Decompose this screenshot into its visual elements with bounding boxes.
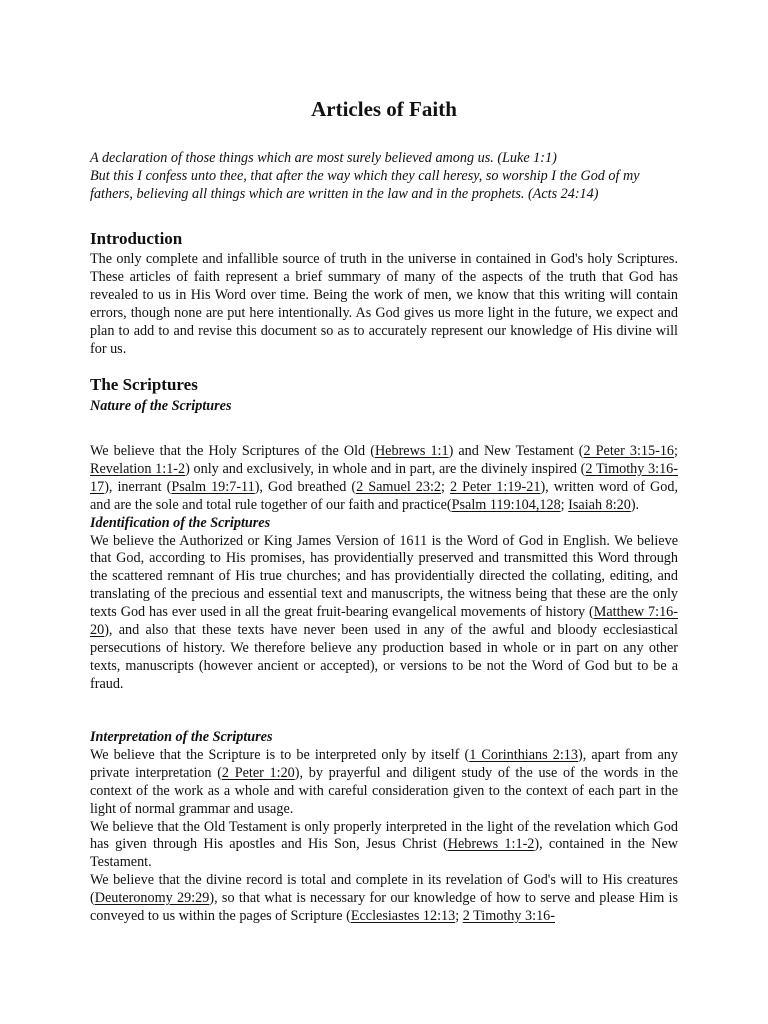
nature-text: ), written word of God, and are the sole and total rule together of our faith and practice( [90, 478, 678, 513]
reference-link[interactable]: Psalm 119:104,128 [451, 496, 561, 513]
nature-text: ) only and exclusively, in whole and in part, are the divinely inspired ( [185, 460, 586, 477]
nature-text: ), inerrant ( [104, 478, 172, 495]
interpretation-section [90, 729, 678, 926]
reference-link[interactable]: 2 Timothy 3:16- [462, 908, 555, 925]
interpretation-text: ), apart from any private interpretation ( [90, 746, 678, 781]
interpretation-text: We believe that the Scripture is to be interpreted only by itself ( [90, 746, 470, 763]
identification-text: We believe the Authorized or King James Version of 1611 is the Word of God in English. We believe that God, according to His promises, has providentially preserved and transmitted this Word through the scattered remnant of His true churches; and has providentially directed the collating, editing, and translating of the precious and essential text and manuscripts, the witness being that these are the only texts God has ever used in all the great fruit-bearing evangelical movements of history ( [90, 532, 678, 621]
reference-link[interactable]: Ecclesiastes 12:13 [350, 908, 456, 925]
reference-link[interactable]: Hebrews 1:1 [374, 443, 449, 459]
reference-link[interactable]: Isaiah 8:20 [568, 496, 631, 513]
nature-text: ), God breathed ( [254, 478, 357, 495]
reference-link[interactable]: Matthew 7:16-20 [90, 604, 678, 639]
identification-subheading: Identification of the Scriptures [90, 514, 271, 531]
introduction-paragraph: The only complete and infallible source of truth in the universe in contained in God's holy Scriptures. These articles of faith represent a brief summary of many of the aspects of the truth that God has revealed to us in His Word over time. Being the work of men, we know that this writing will contain errors, though none are put here intentionally. As God gives us more light in the future, we expect and plan to add to and revise this document so as to accurately represent our knowledge of His divine will for us. [90, 251, 678, 357]
epigraph [90, 150, 678, 204]
identification-paragraph [90, 533, 678, 694]
identification-text: ), and also that these texts have never been used in any of the awful and bloody ecclesiastical persecutions of history. We therefore believe any production based in whole or in part on any other texts, manuscripts (however ancient or accepted), or versions to be not the Word of God but to be a fraud. [90, 622, 678, 692]
reference-link[interactable]: Psalm 19:7-11 [171, 478, 255, 495]
interpretation-text: We believe that the divine record is total and complete in its revelation of God's will to His creatures ( [90, 872, 678, 907]
interpretation-paragraph-3 [90, 872, 678, 926]
reference-link[interactable]: Hebrews 1:1-2 [447, 836, 535, 853]
nature-paragraph [90, 443, 678, 515]
interpretation-text: ; [455, 908, 463, 925]
introduction-heading: Introduction [90, 229, 183, 248]
nature-text: We believe that the Holy Scriptures of the Old ( [90, 443, 375, 459]
scriptures-heading: The Scriptures [90, 375, 198, 394]
reference-link[interactable]: 2 Peter 3:15-16 [583, 443, 675, 459]
reference-link[interactable]: 1 Corinthians 2:13 [469, 746, 578, 763]
nature-text: ; [441, 478, 450, 495]
reference-link[interactable]: 2 Peter 1:19-21 [450, 478, 541, 495]
nature-subheading: Nature of the Scriptures [90, 398, 232, 414]
nature-text: ; [560, 496, 569, 513]
interpretation-paragraph-1 [90, 747, 678, 819]
reference-link[interactable]: 2 Samuel 23:2 [356, 478, 442, 495]
interpretation-text: ), by prayerful and diligent study of the use of the words in the context of the work as a whole and with careful consideration given to the context of each part in the light of normal grammar and usage. [90, 764, 678, 817]
reference-link[interactable]: Deuteronomy 29:29 [94, 890, 210, 907]
interpretation-text: We believe that the Old Testament is only properly interpreted in the light of the revelation which God has given through His apostles and His Son, Jesus Christ ( [90, 818, 678, 853]
epigraph-line-2: But this I confess unto thee, that after the way which they call heresy, so worship I the God of my fathers, believing all things which are written in the law and in the prophets. (Acts 24:14) [90, 167, 640, 202]
reference-link[interactable]: 2 Peter 1:20 [221, 764, 295, 781]
scriptures-section-body [90, 443, 678, 694]
reference-link[interactable]: 2 Timothy 3:16-17 [90, 460, 678, 495]
interpretation-paragraph-2 [90, 819, 678, 873]
nature-text: ) and New Testament ( [448, 443, 584, 459]
interpretation-text: ), contained in the New Testament. [90, 836, 679, 871]
interpretation-subheading: Interpretation of the Scriptures [90, 729, 273, 745]
reference-link[interactable]: Revelation 1:1-2 [90, 460, 186, 477]
epigraph-line-1: A declaration of those things which are most surely believed among us. (Luke 1:1) [90, 150, 557, 166]
nature-text: ). [630, 496, 640, 513]
interpretation-text: ), so that what is necessary for our knowledge of how to serve and please Him is conveyed to us within the pages of Scripture ( [90, 890, 678, 925]
document-title: Articles of Faith [311, 97, 457, 121]
nature-text: ; [674, 443, 678, 459]
